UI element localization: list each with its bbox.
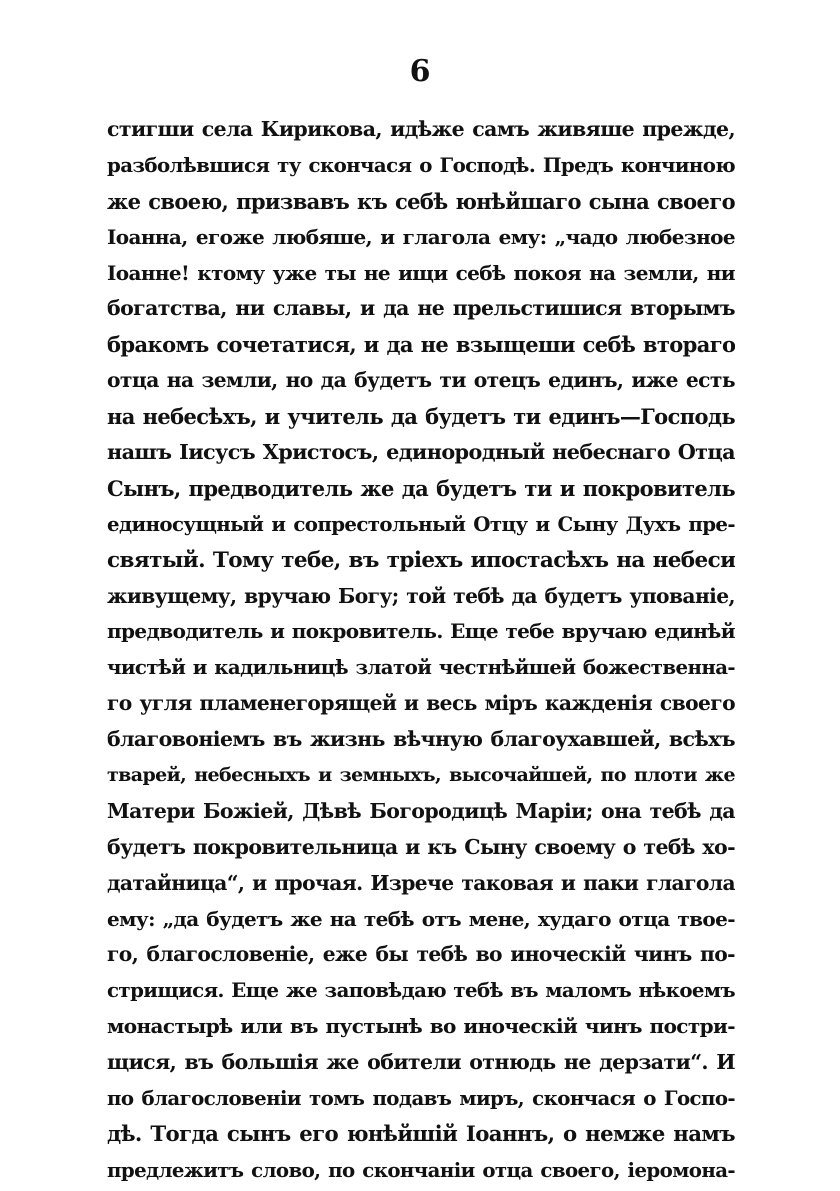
text-line: тварей, небесныхъ и земныхъ, высочайшей, по плоти же [107,764,735,787]
text-line: живущему, вручаю Богу; той тебѣ да будетъ упованіе, [107,583,735,608]
text-line: дѣ. Тогда сынъ его юнѣйшій Іоаннъ, о немже намъ [107,1121,735,1147]
text-line: богатства, ни славы, и да не прельстишися вторымъ [107,296,735,321]
text-line: го угля пламенегорящей и весь міръ кажденія своего [107,691,735,716]
text-line: чистѣй и кадильницѣ златой честнѣйшей божественна- [107,655,735,680]
text-line: ему: „да будетъ же на тебѣ отъ мене, худаго отца твое- [107,906,735,931]
text-line: Матери Божіей, Дѣвѣ Богородицѣ Маріи; она тебѣ да [107,798,735,823]
text-line: нашъ Іисусъ Христосъ, единородный небеснаго Отца [107,440,735,465]
text-line: бракомъ сочетатися, и да не взыщеши себѣ втораго [107,332,735,358]
text-line: святый. Тому тебе, въ тріехъ ипостасѣхъ на небеси [107,547,735,573]
text-line: стрищися. Еще же заповѣдаю тебѣ въ маломъ нѣкоемъ [107,978,735,1003]
text-line: же своею, призвавъ къ себѣ юнѣйшаго сына своего [107,188,735,214]
text-line: предводитель и покровитель. Еще тебе вручаю единѣй [107,619,735,644]
text-line: Іоанна, егоже любяше, и глагола ему: „чадо любезное [107,224,735,249]
text-line: предлежитъ слово, по скончаніи отца своего, іеромона- [107,1157,735,1182]
text-line: по благословеніи томъ подавъ миръ, скончася о Госпо- [107,1086,735,1111]
text-line: будетъ покровительница и къ Сыну своему о тебѣ хо- [107,834,735,859]
text-line: Іоанне! ктому уже ты не ищи себѣ покоя на земли, ни [107,260,735,285]
text-line: щися, въ большія же обители отнюдь не дерзати“. И [107,1050,735,1075]
text-line: разболѣвшися ту скончася о Господѣ. Предъ кончиною [107,152,735,177]
text-line: отца на земли, но да будетъ ти отецъ единъ, иже есть [107,368,735,393]
page-number: 6 [409,54,431,89]
text-line: на небесѣхъ, и учитель да будетъ ти единъ—Господь [107,404,735,430]
text-line: Сынъ, предводитель же да будетъ ти и покровитель [107,475,735,501]
text-line: датайница“, и прочая. Изрече таковая и паки глагола [107,870,735,895]
text-line: благовоніемъ въ жизнь вѣчную благоухавшей, всѣхъ [107,727,735,752]
body-text [107,112,735,1189]
text-line: го, благословеніе, еже бы тебѣ во иноческій чинъ по- [107,942,735,967]
text-line: стигши села Кирикова, идѣже самъ живяше прежде, [107,117,735,141]
text-line: монастырѣ или въ пустынѣ во иноческій чинъ постри- [107,1014,735,1039]
text-line: единосущный и сопрестольный Отцу и Сыну Духъ пре- [107,511,735,536]
